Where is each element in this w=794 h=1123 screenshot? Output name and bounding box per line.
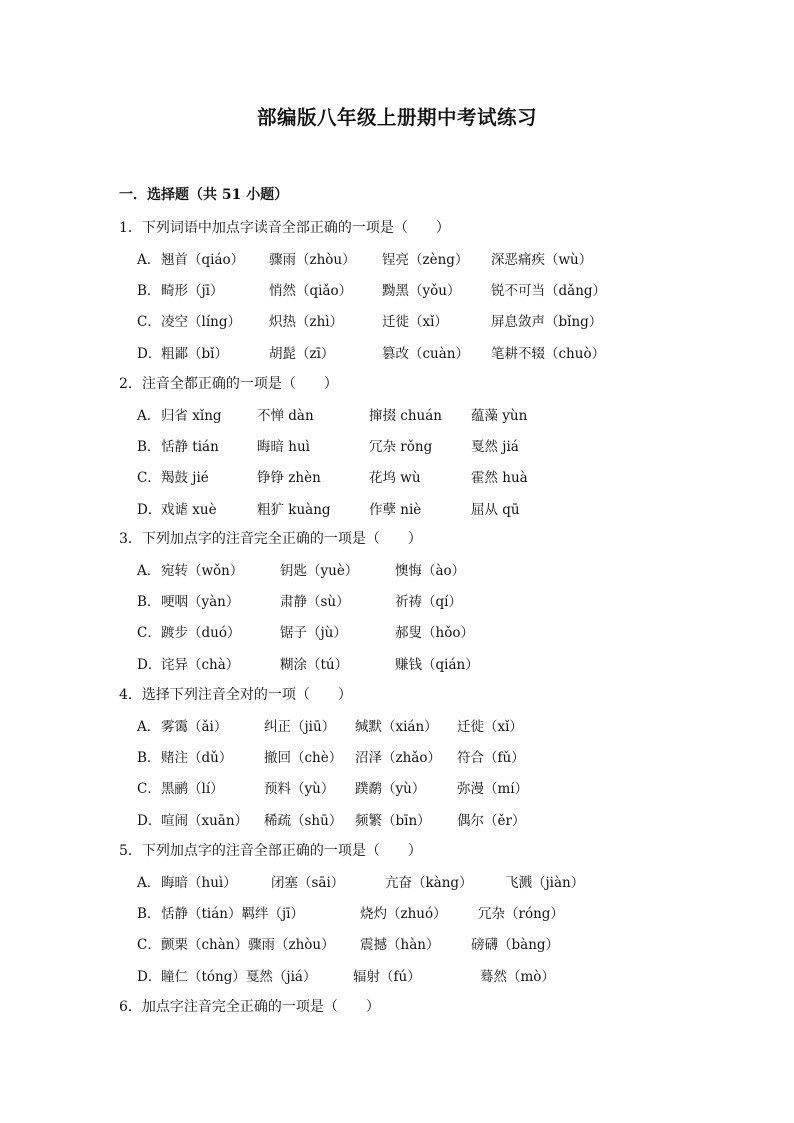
option-item: 闭塞（sāi） (271, 875, 345, 891)
option-item: 喧闹（xuān） (161, 812, 249, 829)
option-letter: A． (137, 719, 161, 735)
option-letter: D． (137, 968, 162, 985)
option-item: 偶尔（ěr） (457, 812, 526, 829)
option-item: 赌注（dǔ） (161, 750, 233, 767)
option-item: 缄默（xián） (355, 719, 438, 735)
option-letter: C． (137, 781, 161, 798)
option-item: 蓦然（mò） (480, 968, 555, 985)
option-letter: A． (137, 408, 161, 424)
question-stem: 3．下列加点字的注音完全正确的一项是（ ） (119, 531, 422, 547)
section-heading: 一．选择题（共 51 小题） (119, 187, 289, 203)
option-item: 锃亮（zèng） (382, 252, 469, 268)
option-item: 悄然（qiǎo） (269, 283, 353, 300)
option-item: 撤回（chè） (264, 750, 343, 767)
option-letter: D． (137, 656, 162, 673)
option-line (137, 466, 697, 486)
option-item: 不惮 dàn (257, 408, 314, 424)
option-item: 迁徙（xǐ） (382, 314, 448, 331)
option-item: 符合（fǔ） (457, 750, 525, 767)
option-item: 篡改（cuàn） (382, 345, 469, 362)
option-item: 归省 xǐng (161, 408, 222, 424)
option-letter: A． (137, 252, 161, 268)
option-letter: D． (137, 812, 162, 829)
option-item: 蕴藻 yùn (471, 408, 528, 424)
option-item: 恬静 tián (161, 439, 219, 456)
option-item: 花坞 wù (369, 470, 421, 487)
option-item: 宛转（wǒn） (161, 563, 244, 579)
option-item: 胡髭（zī） (269, 345, 335, 362)
option-line (137, 871, 697, 891)
option-line (137, 777, 697, 797)
option-line (137, 653, 697, 673)
option-item: 沼泽（zhǎo） (355, 750, 441, 767)
option-item: 撺掇 chuán (369, 408, 442, 424)
option-item: 锯子（jù） (280, 625, 347, 642)
option-item: 郝叟（hǒo） (395, 625, 474, 642)
option-line (137, 902, 697, 922)
option-item: 戛然 jiá (471, 439, 519, 456)
option-letter: B． (137, 750, 161, 767)
option-item: 屈从 qū (471, 501, 520, 518)
option-line (137, 965, 697, 985)
option-item: 炽热（zhì） (269, 314, 344, 331)
option-item: 粗鄙（bǐ） (161, 345, 228, 362)
page-title: 部编版八年级上册期中考试练习 (256, 106, 537, 129)
option-item: 羯鼓 jié (161, 470, 209, 487)
option-line (137, 435, 697, 455)
option-item: 冗杂（róng） (478, 906, 564, 923)
option-item: 肃静（sù） (280, 594, 350, 611)
option-letter: C． (137, 314, 161, 331)
option-letter: B． (137, 283, 161, 300)
option-item: 黑鹂（lí） (161, 781, 224, 798)
option-item: 铮铮 zhèn (257, 470, 321, 487)
option-line (137, 404, 697, 424)
option-item: 粗犷 kuàng (257, 501, 331, 518)
option-item: 钥匙（yuè） (280, 563, 359, 579)
option-item: 锐不可当（dǎng） (491, 283, 607, 300)
option-item: 频繁（bīn） (355, 812, 431, 829)
question-stem: 6．加点字注音完全正确的一项是（ ） (119, 999, 380, 1015)
option-item: 晦暗 huì (257, 439, 310, 456)
option-letter: B． (137, 906, 161, 923)
option-item: 辐射（fú） (353, 968, 421, 985)
option-item: 笔耕不辍（chuò） (491, 345, 606, 362)
option-item: 赚钱（qián） (395, 656, 479, 673)
option-item: 凌空（líng） (161, 314, 241, 331)
option-item: 磅礴（bàng） (471, 937, 560, 954)
option-line (137, 809, 697, 829)
question-stem: 1．下列词语中加点字读音全部正确的一项是（ ） (119, 220, 450, 236)
option-item: 颤栗（chàn）骤雨（zhòu） (161, 937, 335, 954)
option-item: 弥漫（mí） (457, 781, 529, 798)
option-item: 畸形（jī） (161, 283, 224, 300)
option-item: 骤雨（zhòu） (269, 252, 356, 268)
option-line (137, 342, 697, 362)
option-item: 恬静（tián）羁绊（jī） (161, 906, 304, 923)
option-item: 祈祷（qí） (395, 594, 462, 611)
option-item: 深恶痛疾（wù） (491, 252, 593, 268)
option-letter: A． (137, 875, 161, 891)
option-line (137, 559, 697, 579)
option-item: 懊悔（ào） (395, 563, 466, 579)
question-stem: 4．选择下列注音全对的一项（ ） (119, 687, 352, 703)
option-item: 糊涂（tú） (280, 656, 349, 673)
option-letter: C． (137, 625, 161, 642)
option-line (137, 746, 697, 766)
option-item: 哽咽（yàn） (161, 594, 240, 611)
option-item: 烧灼（zhuó） (360, 906, 447, 923)
option-item: 作孽 niè (369, 501, 422, 518)
option-item: 晦暗（huì） (161, 875, 237, 891)
option-item: 亢奋（kàng） (385, 875, 473, 891)
option-line (137, 498, 697, 518)
option-item: 瞳仁（tóng）戛然（jiá） (161, 968, 317, 985)
option-line (137, 715, 697, 735)
option-item: 踱步（duó） (161, 625, 241, 642)
option-line (137, 621, 697, 641)
option-letter: B． (137, 439, 161, 456)
option-item: 稀疏（shū） (264, 812, 343, 829)
option-item: 黝黑（yǒu） (382, 283, 461, 300)
option-item: 迁徙（xǐ） (457, 719, 523, 735)
option-letter: D． (137, 501, 162, 518)
option-line (137, 279, 697, 299)
option-item: 屏息敛声（bǐng） (491, 314, 603, 331)
option-line (137, 248, 697, 268)
option-line (137, 310, 697, 330)
option-item: 诧异（chà） (161, 656, 240, 673)
option-item: 戏谑 xuè (161, 501, 217, 518)
option-item: 霍然 huà (471, 470, 528, 487)
option-item: 翘首（qiáo） (161, 252, 245, 268)
option-line (137, 590, 697, 610)
option-item: 飞溅（jiàn） (505, 875, 585, 891)
option-item: 雾霭（ǎi） (161, 719, 228, 735)
question-stem: 2．注音全都正确的一项是（ ） (119, 376, 338, 392)
option-line (137, 933, 697, 953)
option-item: 冗杂 rǒng (369, 439, 433, 456)
option-letter: A． (137, 563, 161, 579)
option-item: 蹼鹬（yù） (355, 781, 426, 798)
option-letter: C． (137, 937, 161, 954)
option-letter: B． (137, 594, 161, 611)
option-letter: D． (137, 345, 162, 362)
option-letter: C． (137, 470, 161, 487)
option-item: 预料（yù） (264, 781, 335, 798)
option-item: 震撼（hàn） (360, 937, 440, 954)
question-stem: 5．下列加点字的注音全部正确的一项是（ ） (119, 843, 422, 859)
option-item: 纠正（jiū） (264, 719, 336, 735)
